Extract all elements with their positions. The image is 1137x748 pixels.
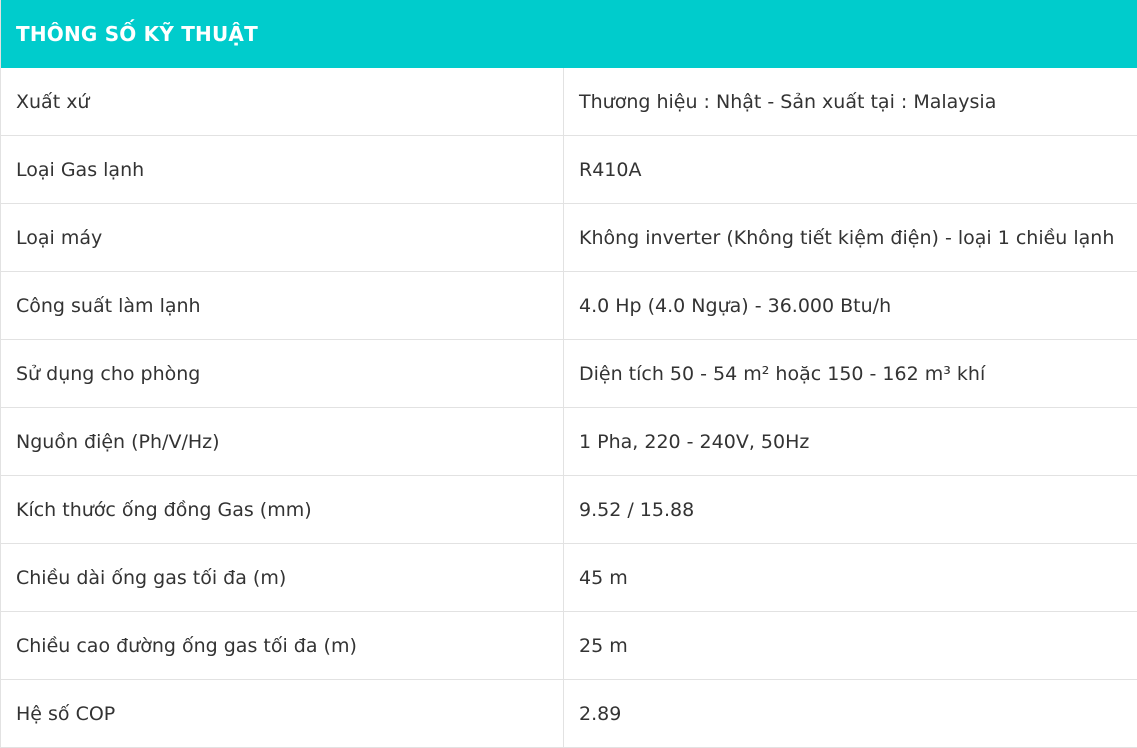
spec-row-power-source bbox=[1, 408, 1137, 476]
spec-row-gas-type bbox=[1, 136, 1137, 204]
spec-value: Thương hiệu : Nhật - Sản xuất tại : Malaysia bbox=[579, 90, 997, 113]
spec-row-machine-type bbox=[1, 204, 1137, 272]
spec-row-cooling-capacity bbox=[1, 272, 1137, 340]
spec-value: 1 Pha, 220 - 240V, 50Hz bbox=[579, 430, 810, 453]
spec-row-pipe-size bbox=[1, 476, 1137, 544]
spec-value: Diện tích 50 - 54 m² hoặc 150 - 162 m³ khí bbox=[579, 362, 986, 385]
spec-label: Sử dụng cho phòng bbox=[1, 340, 564, 407]
spec-row-cop bbox=[1, 680, 1137, 748]
spec-value: 45 m bbox=[579, 566, 628, 589]
spec-label: Loại Gas lạnh bbox=[1, 136, 564, 203]
spec-label: Loại máy bbox=[1, 204, 564, 271]
spec-row-max-pipe-height bbox=[1, 612, 1137, 680]
spec-value: 2.89 bbox=[579, 702, 622, 725]
spec-label: Xuất xứ bbox=[1, 68, 564, 135]
spec-row-room-usage bbox=[1, 340, 1137, 408]
spec-label: Công suất làm lạnh bbox=[1, 272, 564, 339]
spec-label: Nguồn điện (Ph/V/Hz) bbox=[1, 408, 564, 475]
spec-table-header bbox=[1, 0, 1137, 68]
spec-value: 4.0 Hp (4.0 Ngựa) - 36.000 Btu/h bbox=[579, 294, 892, 317]
spec-row-origin bbox=[1, 68, 1137, 136]
spec-table-title: THÔNG SỐ KỸ THUẬT bbox=[16, 22, 258, 46]
spec-label: Chiều dài ống gas tối đa (m) bbox=[1, 544, 564, 611]
spec-row-max-pipe-length bbox=[1, 544, 1137, 612]
spec-value: 25 m bbox=[579, 634, 628, 657]
spec-value: Không inverter (Không tiết kiệm điện) - loại 1 chiều lạnh bbox=[579, 226, 1115, 249]
spec-value: R410A bbox=[579, 158, 642, 181]
spec-value: 9.52 / 15.88 bbox=[579, 498, 695, 521]
spec-label: Hệ số COP bbox=[1, 680, 564, 747]
spec-label: Kích thước ống đồng Gas (mm) bbox=[1, 476, 564, 543]
spec-label: Chiều cao đường ống gas tối đa (m) bbox=[1, 612, 564, 679]
